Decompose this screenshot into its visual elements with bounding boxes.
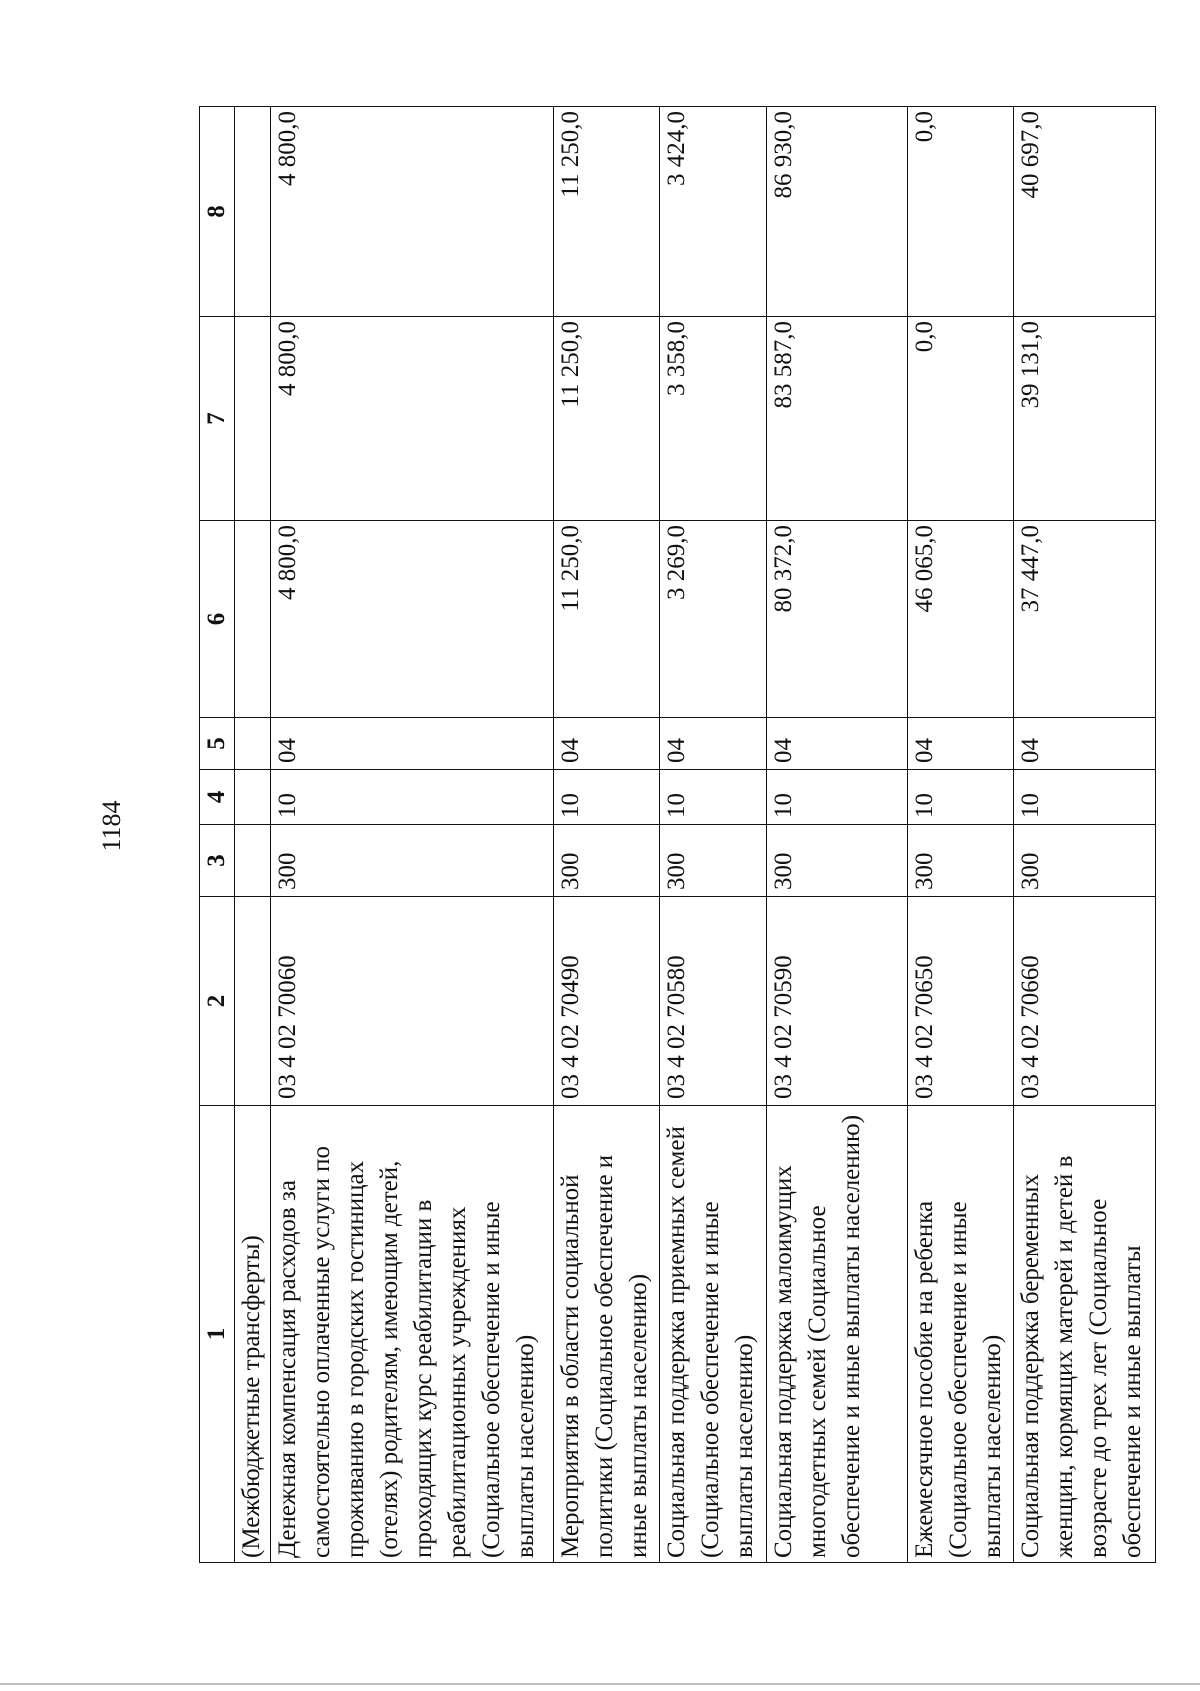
row-value-col6: 4 800,0 (271, 521, 554, 718)
row-col4-cell: 10 (907, 770, 1014, 825)
row-value-col7: 83 587,0 (766, 317, 907, 521)
empty-cell (235, 521, 271, 718)
row-col3-cell: 300 (1014, 825, 1156, 897)
row-col3-cell: 300 (907, 825, 1014, 897)
row-code-cell: 03 4 02 70590 (766, 897, 907, 1106)
row-value-col7: 4 800,0 (271, 317, 554, 521)
empty-cell (235, 107, 271, 317)
row-value-col7: 39 131,0 (1014, 317, 1156, 521)
empty-cell (235, 770, 271, 825)
header-row (200, 107, 235, 1563)
row-col5-cell: 04 (553, 718, 660, 770)
table-row (553, 107, 660, 1563)
header-col-5: 5 (200, 718, 235, 770)
row-value-col6: 11 250,0 (553, 521, 660, 718)
row-code-cell: 03 4 02 70490 (553, 897, 660, 1106)
row-name-cell: Социальная поддержка малоимущих многодетных семей (Социальное обеспечение и иные выплаты населению) (766, 1106, 907, 1563)
scan-bottom-edge (0, 1683, 1200, 1685)
row-value-col8: 3 424,0 (660, 107, 767, 317)
row-value-col7: 11 250,0 (553, 317, 660, 521)
row-col3-cell: 300 (660, 825, 767, 897)
header-col-3: 3 (200, 825, 235, 897)
table-row (660, 107, 767, 1563)
row-col5-cell: 04 (1014, 718, 1156, 770)
header-col-2: 2 (200, 897, 235, 1106)
row-col4-cell: 10 (553, 770, 660, 825)
header-col-6: 6 (200, 521, 235, 718)
row-name-cell: Денежная компенсация расходов за самостоятельно оплаченные услуги по проживанию в городских гостиницах (отелях) родителям, имеющим детей, проходящих курс реабилитации в реабилитационных учреждениях (Социальное обеспечение и иные выплаты населению) (271, 1106, 554, 1563)
row-col4-cell: 10 (766, 770, 907, 825)
page-number: 1184 (97, 800, 126, 852)
table-row-intro (235, 107, 271, 1563)
row-value-col8: 11 250,0 (553, 107, 660, 317)
table-row (907, 107, 1014, 1563)
empty-cell (235, 825, 271, 897)
table-row (766, 107, 907, 1563)
table-row (1014, 107, 1156, 1563)
row-value-col7: 0,0 (907, 317, 1014, 521)
row-col5-cell: 04 (271, 718, 554, 770)
table-row (271, 107, 554, 1563)
row-col5-cell: 04 (660, 718, 767, 770)
empty-cell (235, 317, 271, 521)
row-value-col6: 46 065,0 (907, 521, 1014, 718)
table-header (200, 107, 235, 1563)
rotated-budget-table-container (199, 107, 1156, 1563)
row-name-cell: Ежемесячное пособие на ребенка (Социальное обеспечение и иные выплаты населению) (907, 1106, 1014, 1563)
header-col-4: 4 (200, 770, 235, 825)
row-value-col8: 0,0 (907, 107, 1014, 317)
row-col4-cell: 10 (271, 770, 554, 825)
row-col4-cell: 10 (660, 770, 767, 825)
row-col5-cell: 04 (907, 718, 1014, 770)
row-value-col8: 86 930,0 (766, 107, 907, 317)
row-value-col6: 3 269,0 (660, 521, 767, 718)
table-body (235, 107, 1156, 1563)
row-code-cell: 03 4 02 70660 (1014, 897, 1156, 1106)
header-col-1: 1 (200, 1106, 235, 1563)
row-value-col6: 80 372,0 (766, 521, 907, 718)
row-value-col8: 4 800,0 (271, 107, 554, 317)
row-name-cell: Мероприятия в области социальной политики (Социальное обеспечение и иные выплаты населению) (553, 1106, 660, 1563)
row-col3-cell: 300 (271, 825, 554, 897)
budget-table (199, 106, 1156, 1563)
intro-cell: (Межбюджетные трансферты) (235, 1106, 271, 1563)
row-value-col6: 37 447,0 (1014, 521, 1156, 718)
header-col-8: 8 (200, 107, 235, 317)
row-code-cell: 03 4 02 70580 (660, 897, 767, 1106)
row-col4-cell: 10 (1014, 770, 1156, 825)
empty-cell (235, 897, 271, 1106)
row-name-cell: Социальная поддержка беременных женщин, кормящих матерей и детей в возрасте до трех лет (Социальное обеспечение и иные выплаты (1014, 1106, 1156, 1563)
row-col3-cell: 300 (766, 825, 907, 897)
row-col5-cell: 04 (766, 718, 907, 770)
header-col-7: 7 (200, 317, 235, 521)
row-col3-cell: 300 (553, 825, 660, 897)
empty-cell (235, 718, 271, 770)
row-value-col8: 40 697,0 (1014, 107, 1156, 317)
row-code-cell: 03 4 02 70060 (271, 897, 554, 1106)
row-code-cell: 03 4 02 70650 (907, 897, 1014, 1106)
row-value-col7: 3 358,0 (660, 317, 767, 521)
row-name-cell: Социальная поддержка приемных семей (Социальное обеспечение и иные выплаты населению) (660, 1106, 767, 1563)
